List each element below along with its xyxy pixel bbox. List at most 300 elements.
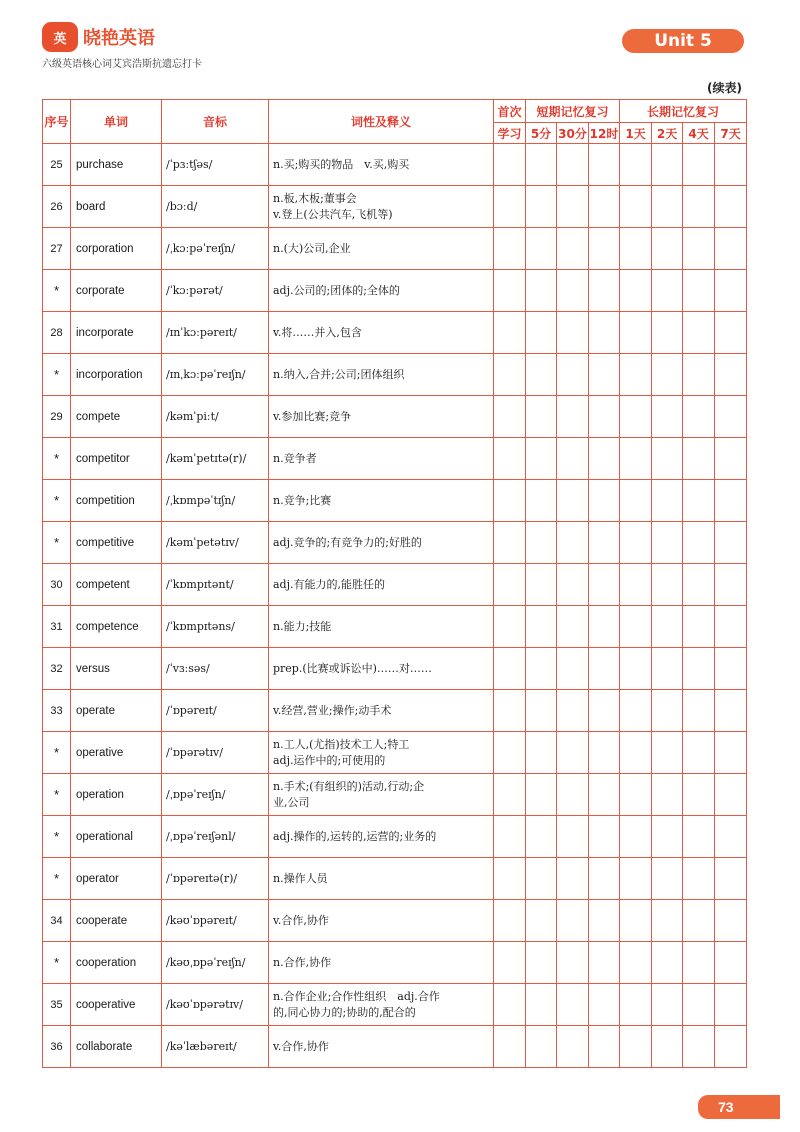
row-phonetic: /ˈɒpəreɪt/ (162, 690, 269, 732)
review-checkbox-cell[interactable] (683, 732, 715, 774)
review-checkbox-cell[interactable] (683, 1026, 715, 1068)
review-checkbox-cell[interactable] (526, 312, 557, 354)
row-word: competition (71, 480, 162, 522)
review-checkbox-cell[interactable] (526, 858, 557, 900)
table-row (43, 186, 747, 228)
review-checkbox-cell[interactable] (683, 942, 715, 984)
review-checkbox-cell[interactable] (652, 354, 683, 396)
row-index: 28 (43, 312, 71, 354)
definition-line: n.操作人员 (273, 871, 328, 885)
definition-line: n.合作企业;合作性组织 adj.合作 (273, 989, 440, 1003)
row-word: competence (71, 606, 162, 648)
row-index: 26 (43, 186, 71, 228)
brand (42, 22, 155, 52)
review-checkbox-cell[interactable] (589, 858, 620, 900)
header-first-sub: 学习 (494, 123, 526, 144)
row-phonetic: /ˈpɜːtʃəs/ (162, 144, 269, 186)
row-definition (269, 144, 494, 186)
header-short-30min: 30分 (557, 123, 589, 144)
row-word: operative (71, 732, 162, 774)
row-index: 32 (43, 648, 71, 690)
review-checkbox-cell[interactable] (589, 186, 620, 228)
row-definition (269, 186, 494, 228)
review-checkbox-cell[interactable] (715, 564, 747, 606)
review-checkbox-cell[interactable] (683, 522, 715, 564)
review-checkbox-cell[interactable] (620, 438, 652, 480)
row-word: competent (71, 564, 162, 606)
review-checkbox-cell[interactable] (620, 858, 652, 900)
review-checkbox-cell[interactable] (652, 942, 683, 984)
review-checkbox-cell[interactable] (589, 606, 620, 648)
review-checkbox-cell[interactable] (652, 270, 683, 312)
row-word: cooperate (71, 900, 162, 942)
review-checkbox-cell[interactable] (683, 312, 715, 354)
review-checkbox-cell[interactable] (557, 522, 589, 564)
review-checkbox-cell[interactable] (715, 480, 747, 522)
review-checkbox-cell[interactable] (557, 564, 589, 606)
row-word: operational (71, 816, 162, 858)
review-checkbox-cell[interactable] (683, 774, 715, 816)
row-definition (269, 564, 494, 606)
review-checkbox-cell[interactable] (526, 522, 557, 564)
review-checkbox-cell[interactable] (683, 858, 715, 900)
review-checkbox-cell[interactable] (526, 732, 557, 774)
header-long-1d: 1天 (620, 123, 652, 144)
table-row (43, 648, 747, 690)
review-checkbox-cell[interactable] (494, 480, 526, 522)
definition-line: v.合作,协作 (273, 1039, 329, 1053)
review-checkbox-cell[interactable] (589, 480, 620, 522)
unit-badge: Unit 5 (622, 29, 744, 53)
header-word: 单词 (71, 100, 162, 144)
review-checkbox-cell[interactable] (557, 942, 589, 984)
review-checkbox-cell[interactable] (620, 984, 652, 1026)
review-checkbox-cell[interactable] (526, 438, 557, 480)
review-checkbox-cell[interactable] (715, 690, 747, 732)
review-checkbox-cell[interactable] (620, 816, 652, 858)
definition-line: n.竞争者 (273, 451, 317, 465)
review-checkbox-cell[interactable] (715, 354, 747, 396)
review-checkbox-cell[interactable] (715, 732, 747, 774)
review-checkbox-cell[interactable] (494, 186, 526, 228)
review-checkbox-cell[interactable] (494, 354, 526, 396)
row-phonetic: /ˌɒpəˈreɪʃənl/ (162, 816, 269, 858)
row-index: 33 (43, 690, 71, 732)
row-phonetic: /ˈkɒmpɪtəns/ (162, 606, 269, 648)
review-checkbox-cell[interactable] (494, 564, 526, 606)
review-checkbox-cell[interactable] (589, 438, 620, 480)
review-checkbox-cell[interactable] (557, 984, 589, 1026)
review-checkbox-cell[interactable] (526, 690, 557, 732)
table-row (43, 606, 747, 648)
review-checkbox-cell[interactable] (620, 774, 652, 816)
review-checkbox-cell[interactable] (683, 690, 715, 732)
review-checkbox-cell[interactable] (652, 522, 683, 564)
review-checkbox-cell[interactable] (494, 690, 526, 732)
row-word: collaborate (71, 1026, 162, 1068)
table-row (43, 312, 747, 354)
review-checkbox-cell[interactable] (494, 438, 526, 480)
table-row (43, 900, 747, 942)
row-index: 27 (43, 228, 71, 270)
review-checkbox-cell[interactable] (683, 606, 715, 648)
header-short-12h: 12时 (589, 123, 620, 144)
review-checkbox-cell[interactable] (557, 270, 589, 312)
review-checkbox-cell[interactable] (557, 732, 589, 774)
review-checkbox-cell[interactable] (620, 144, 652, 186)
row-phonetic: /kəˈlæbəreɪt/ (162, 1026, 269, 1068)
brand-logo-icon: 英 (42, 22, 78, 52)
row-phonetic: /ˈɒpərətɪv/ (162, 732, 269, 774)
row-definition (269, 270, 494, 312)
row-definition (269, 900, 494, 942)
review-checkbox-cell[interactable] (589, 984, 620, 1026)
review-checkbox-cell[interactable] (557, 396, 589, 438)
header-index (43, 100, 71, 144)
header-long-4d: 4天 (683, 123, 715, 144)
review-checkbox-cell[interactable] (526, 774, 557, 816)
row-index: * (43, 354, 71, 396)
row-index: 30 (43, 564, 71, 606)
review-checkbox-cell[interactable] (715, 942, 747, 984)
book-subtitle: 六级英语核心词艾宾浩斯抗遗忘打卡 (42, 59, 202, 70)
review-checkbox-cell[interactable] (557, 186, 589, 228)
review-checkbox-cell[interactable] (526, 816, 557, 858)
review-checkbox-cell[interactable] (715, 648, 747, 690)
row-phonetic: /ˈvɜːsəs/ (162, 648, 269, 690)
row-word: operate (71, 690, 162, 732)
review-checkbox-cell[interactable] (683, 648, 715, 690)
brand-name: 晓艳英语 (83, 28, 155, 49)
table-row (43, 354, 747, 396)
review-checkbox-cell[interactable] (494, 816, 526, 858)
definition-line: n.买;购买的物品 v.买,购买 (273, 157, 410, 171)
definition-line: 业,公司 (273, 795, 310, 809)
review-checkbox-cell[interactable] (652, 564, 683, 606)
row-phonetic: /ˌkɒmpəˈtɪʃn/ (162, 480, 269, 522)
definition-line: v.参加比赛;竞争 (273, 409, 352, 423)
review-checkbox-cell[interactable] (715, 606, 747, 648)
review-checkbox-cell[interactable] (715, 270, 747, 312)
review-checkbox-cell[interactable] (494, 774, 526, 816)
table-row (43, 1026, 747, 1068)
review-checkbox-cell[interactable] (494, 858, 526, 900)
review-checkbox-cell[interactable] (683, 396, 715, 438)
table-row (43, 396, 747, 438)
review-checkbox-cell[interactable] (526, 942, 557, 984)
review-checkbox-cell[interactable] (652, 480, 683, 522)
review-checkbox-cell[interactable] (620, 564, 652, 606)
definition-line: n.合作,协作 (273, 955, 332, 969)
review-checkbox-cell[interactable] (683, 270, 715, 312)
review-checkbox-cell[interactable] (620, 732, 652, 774)
row-definition (269, 354, 494, 396)
review-checkbox-cell[interactable] (494, 606, 526, 648)
row-phonetic: /ˈkɔːpərət/ (162, 270, 269, 312)
review-checkbox-cell[interactable] (526, 900, 557, 942)
review-checkbox-cell[interactable] (620, 270, 652, 312)
review-checkbox-cell[interactable] (526, 984, 557, 1026)
definition-line: n.工人,(尤指)技术工人;特工 (273, 737, 410, 751)
review-checkbox-cell[interactable] (557, 858, 589, 900)
row-index: * (43, 270, 71, 312)
review-checkbox-cell[interactable] (620, 354, 652, 396)
review-checkbox-cell[interactable] (683, 228, 715, 270)
review-checkbox-cell[interactable] (589, 564, 620, 606)
review-checkbox-cell[interactable] (715, 816, 747, 858)
review-checkbox-cell[interactable] (652, 774, 683, 816)
review-checkbox-cell[interactable] (652, 312, 683, 354)
definition-line: n.竞争;比赛 (273, 493, 332, 507)
review-checkbox-cell[interactable] (494, 396, 526, 438)
row-phonetic: /ˈɒpəreɪtə(r)/ (162, 858, 269, 900)
review-checkbox-cell[interactable] (683, 816, 715, 858)
review-checkbox-cell[interactable] (557, 606, 589, 648)
definition-line: adj.有能力的,能胜任的 (273, 577, 386, 591)
row-word: cooperative (71, 984, 162, 1026)
review-checkbox-cell[interactable] (620, 186, 652, 228)
review-checkbox-cell[interactable] (589, 270, 620, 312)
review-checkbox-cell[interactable] (557, 690, 589, 732)
review-checkbox-cell[interactable] (715, 774, 747, 816)
review-checkbox-cell[interactable] (494, 522, 526, 564)
review-checkbox-cell[interactable] (526, 186, 557, 228)
row-definition (269, 732, 494, 774)
table-row (43, 228, 747, 270)
row-phonetic: /ɪnˈkɔːpəreɪt/ (162, 312, 269, 354)
review-checkbox-cell[interactable] (652, 690, 683, 732)
review-checkbox-cell[interactable] (589, 774, 620, 816)
row-definition (269, 648, 494, 690)
review-checkbox-cell[interactable] (652, 186, 683, 228)
review-checkbox-cell[interactable] (652, 1026, 683, 1068)
header-definition: 词性及释义 (269, 100, 494, 144)
table-row (43, 732, 747, 774)
review-checkbox-cell[interactable] (715, 900, 747, 942)
review-checkbox-cell[interactable] (652, 606, 683, 648)
row-index: * (43, 858, 71, 900)
table-row (43, 564, 747, 606)
row-word: compete (71, 396, 162, 438)
review-checkbox-cell[interactable] (620, 396, 652, 438)
vocabulary-table (42, 99, 747, 1068)
header-phonetic: 音标 (162, 100, 269, 144)
review-checkbox-cell[interactable] (494, 942, 526, 984)
review-checkbox-cell[interactable] (557, 228, 589, 270)
review-checkbox-cell[interactable] (557, 354, 589, 396)
row-phonetic: /kəmˈpetɪtə(r)/ (162, 438, 269, 480)
review-checkbox-cell[interactable] (557, 480, 589, 522)
review-checkbox-cell[interactable] (526, 564, 557, 606)
row-phonetic: /bɔːd/ (162, 186, 269, 228)
review-checkbox-cell[interactable] (683, 354, 715, 396)
review-checkbox-cell[interactable] (589, 228, 620, 270)
review-checkbox-cell[interactable] (589, 354, 620, 396)
row-phonetic: /ˈkɒmpɪtənt/ (162, 564, 269, 606)
review-checkbox-cell[interactable] (683, 480, 715, 522)
review-checkbox-cell[interactable] (557, 648, 589, 690)
review-checkbox-cell[interactable] (526, 228, 557, 270)
review-checkbox-cell[interactable] (715, 144, 747, 186)
row-index: 25 (43, 144, 71, 186)
review-checkbox-cell[interactable] (715, 858, 747, 900)
review-checkbox-cell[interactable] (652, 396, 683, 438)
review-checkbox-cell[interactable] (620, 606, 652, 648)
review-checkbox-cell[interactable] (589, 900, 620, 942)
row-definition (269, 522, 494, 564)
definition-line: n.板,木板;董事会 (273, 191, 357, 205)
review-checkbox-cell[interactable] (652, 438, 683, 480)
review-checkbox-cell[interactable] (557, 312, 589, 354)
review-checkbox-cell[interactable] (557, 144, 589, 186)
definition-line: adj.竞争的;有竞争力的;好胜的 (273, 535, 422, 549)
row-definition (269, 480, 494, 522)
review-checkbox-cell[interactable] (526, 606, 557, 648)
definition-line: n.能力;技能 (273, 619, 332, 633)
header-first: 首次 (494, 100, 526, 123)
review-checkbox-cell[interactable] (620, 480, 652, 522)
row-definition (269, 816, 494, 858)
row-phonetic: /kəʊˈɒpəreɪt/ (162, 900, 269, 942)
review-checkbox-cell[interactable] (526, 480, 557, 522)
table-row (43, 858, 747, 900)
table-row (43, 690, 747, 732)
table-row (43, 438, 747, 480)
review-checkbox-cell[interactable] (715, 522, 747, 564)
review-checkbox-cell[interactable] (589, 648, 620, 690)
review-checkbox-cell[interactable] (557, 774, 589, 816)
review-checkbox-cell[interactable] (494, 1026, 526, 1068)
review-checkbox-cell[interactable] (589, 1026, 620, 1068)
review-checkbox-cell[interactable] (620, 648, 652, 690)
row-phonetic: /ˌkɔːpəˈreɪʃn/ (162, 228, 269, 270)
review-checkbox-cell[interactable] (526, 396, 557, 438)
review-checkbox-cell[interactable] (652, 144, 683, 186)
review-checkbox-cell[interactable] (715, 396, 747, 438)
review-checkbox-cell[interactable] (620, 522, 652, 564)
review-checkbox-cell[interactable] (589, 144, 620, 186)
row-index: 31 (43, 606, 71, 648)
row-phonetic: /kəmˈpetətɪv/ (162, 522, 269, 564)
review-checkbox-cell[interactable] (652, 228, 683, 270)
review-checkbox-cell[interactable] (494, 312, 526, 354)
review-checkbox-cell[interactable] (557, 438, 589, 480)
review-checkbox-cell[interactable] (494, 732, 526, 774)
row-definition (269, 606, 494, 648)
review-checkbox-cell[interactable] (526, 354, 557, 396)
review-checkbox-cell[interactable] (620, 1026, 652, 1068)
table-row (43, 144, 747, 186)
review-checkbox-cell[interactable] (683, 564, 715, 606)
review-checkbox-cell[interactable] (589, 396, 620, 438)
review-checkbox-cell[interactable] (589, 942, 620, 984)
row-word: operator (71, 858, 162, 900)
header-long-term: 长期记忆复习 (620, 100, 747, 123)
review-checkbox-cell[interactable] (589, 522, 620, 564)
row-index: 35 (43, 984, 71, 1026)
review-checkbox-cell[interactable] (494, 984, 526, 1026)
row-index: * (43, 816, 71, 858)
definition-line: v.合作,协作 (273, 913, 329, 927)
table-row (43, 480, 747, 522)
review-checkbox-cell[interactable] (715, 312, 747, 354)
table-row (43, 942, 747, 984)
review-checkbox-cell[interactable] (715, 438, 747, 480)
review-checkbox-cell[interactable] (589, 312, 620, 354)
header-index-label: 序号 (44, 114, 69, 129)
review-checkbox-cell[interactable] (683, 900, 715, 942)
review-checkbox-cell[interactable] (715, 228, 747, 270)
review-checkbox-cell[interactable] (715, 984, 747, 1026)
review-checkbox-cell[interactable] (683, 438, 715, 480)
review-checkbox-cell[interactable] (526, 144, 557, 186)
row-word: operation (71, 774, 162, 816)
row-index: * (43, 480, 71, 522)
review-checkbox-cell[interactable] (557, 900, 589, 942)
row-definition (269, 396, 494, 438)
review-checkbox-cell[interactable] (526, 648, 557, 690)
review-checkbox-cell[interactable] (652, 984, 683, 1026)
review-checkbox-cell[interactable] (526, 270, 557, 312)
definition-line: n.手术;(有组织的)活动,行动;企 (273, 779, 425, 793)
review-checkbox-cell[interactable] (620, 942, 652, 984)
review-checkbox-cell[interactable] (589, 690, 620, 732)
review-checkbox-cell[interactable] (494, 270, 526, 312)
row-definition (269, 774, 494, 816)
review-checkbox-cell[interactable] (589, 816, 620, 858)
review-checkbox-cell[interactable] (557, 816, 589, 858)
definition-line: adj.运作中的;可使用的 (273, 753, 386, 767)
row-index: 34 (43, 900, 71, 942)
review-checkbox-cell[interactable] (620, 690, 652, 732)
table-row (43, 522, 747, 564)
definition-line: adj.公司的;团体的;全体的 (273, 283, 400, 297)
review-checkbox-cell[interactable] (620, 312, 652, 354)
definition-line: v.登上(公共汽车,飞机等) (273, 207, 393, 221)
review-checkbox-cell[interactable] (652, 858, 683, 900)
review-checkbox-cell[interactable] (652, 900, 683, 942)
definition-line: n.(大)公司,企业 (273, 241, 351, 255)
review-checkbox-cell[interactable] (683, 144, 715, 186)
header-short-term: 短期记忆复习 (526, 100, 620, 123)
review-checkbox-cell[interactable] (494, 900, 526, 942)
review-checkbox-cell[interactable] (620, 900, 652, 942)
review-checkbox-cell[interactable] (494, 648, 526, 690)
row-word: versus (71, 648, 162, 690)
definition-line: adj.操作的,运转的,运营的;业务的 (273, 829, 437, 843)
row-word: competitive (71, 522, 162, 564)
review-checkbox-cell[interactable] (715, 186, 747, 228)
row-word: corporate (71, 270, 162, 312)
row-phonetic: /ɪnˌkɔːpəˈreɪʃn/ (162, 354, 269, 396)
definition-line: v.经营,营业;操作;动手术 (273, 703, 392, 717)
row-word: board (71, 186, 162, 228)
review-checkbox-cell[interactable] (683, 984, 715, 1026)
review-checkbox-cell[interactable] (715, 1026, 747, 1068)
review-checkbox-cell[interactable] (557, 1026, 589, 1068)
review-checkbox-cell[interactable] (620, 228, 652, 270)
review-checkbox-cell[interactable] (683, 186, 715, 228)
review-checkbox-cell[interactable] (494, 228, 526, 270)
review-checkbox-cell[interactable] (589, 732, 620, 774)
row-index: * (43, 732, 71, 774)
review-checkbox-cell[interactable] (652, 648, 683, 690)
review-checkbox-cell[interactable] (494, 144, 526, 186)
review-checkbox-cell[interactable] (652, 816, 683, 858)
review-checkbox-cell[interactable] (652, 732, 683, 774)
row-definition (269, 690, 494, 732)
review-checkbox-cell[interactable] (526, 1026, 557, 1068)
